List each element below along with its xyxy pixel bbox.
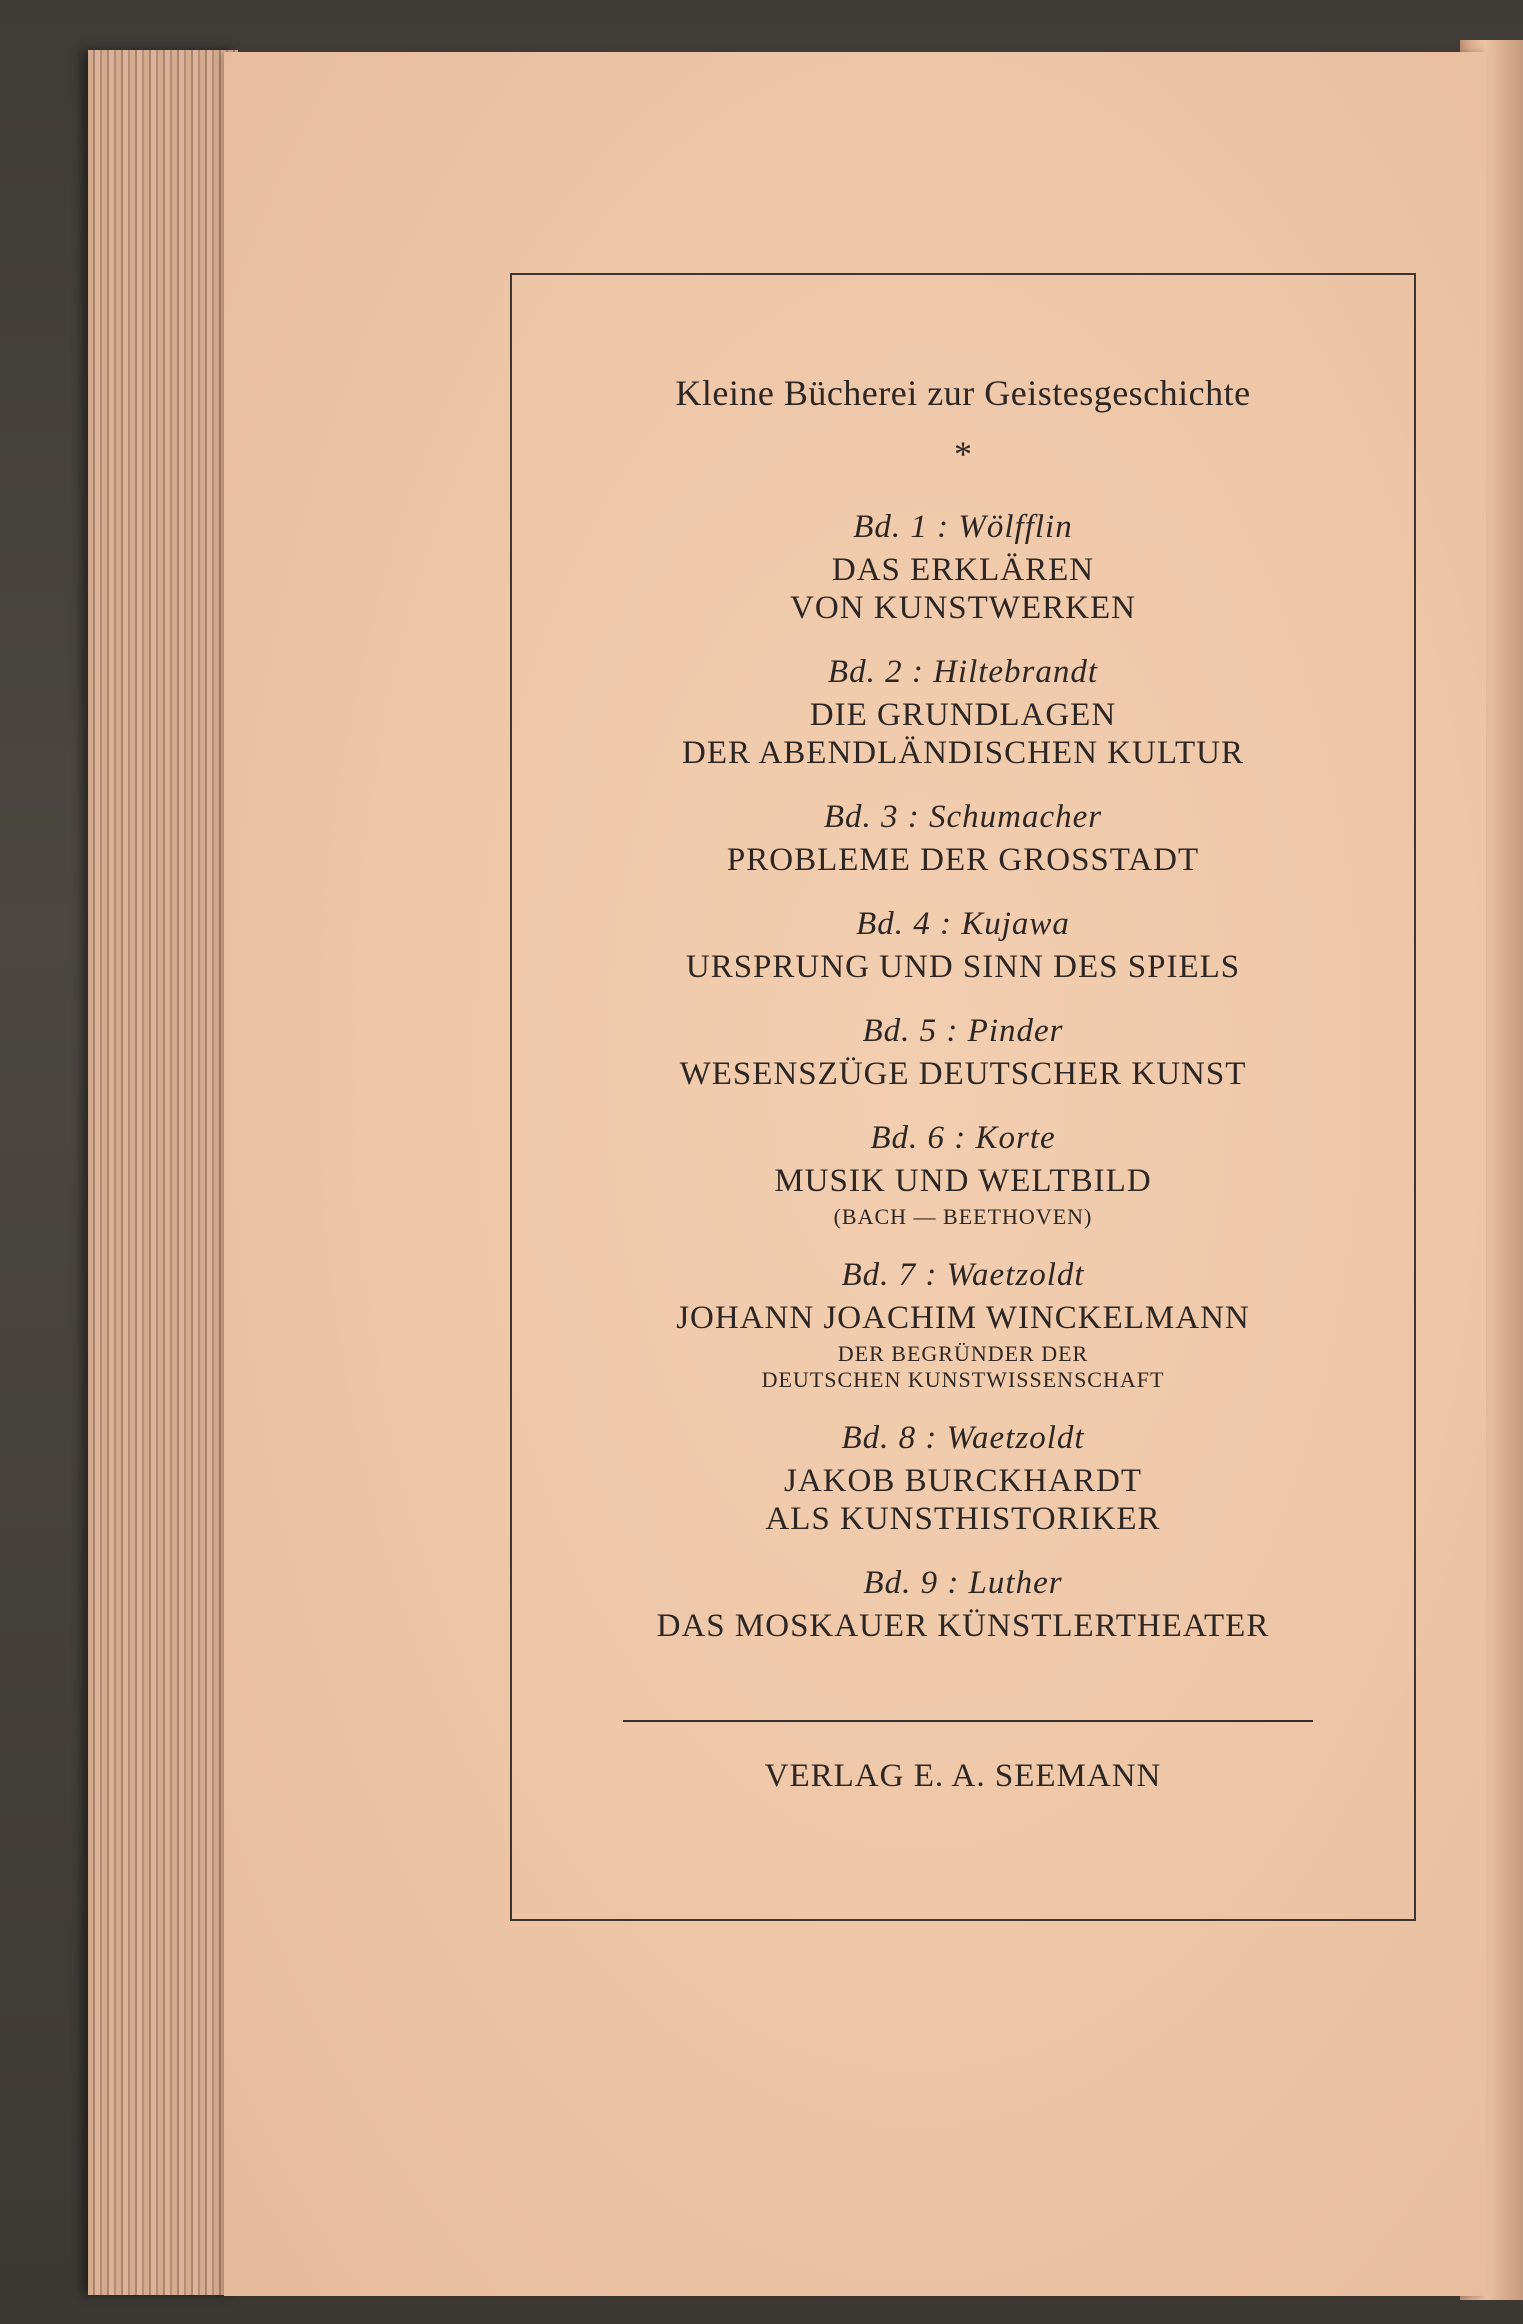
volume-entry: [512, 652, 1414, 772]
book-title-line: PROBLEME DER GROSSTADT: [726, 842, 1200, 878]
volume-entry: [512, 904, 1414, 986]
volume-entry: [512, 507, 1414, 627]
page-edges: [88, 50, 238, 2295]
book-title-line: VON KUNSTWERKEN: [790, 590, 1136, 626]
asterisk-ornament: *: [954, 434, 972, 474]
book-title-line: WESENSZÜGE DEUTSCHER KUNST: [679, 1056, 1247, 1092]
book-title-line: DIE GRUNDLAGEN: [809, 697, 1117, 733]
volume-label: Bd. 8 : Waetzoldt: [841, 1420, 1085, 1456]
volume-entry: [512, 1011, 1414, 1093]
book-title-line: DER ABENDLÄNDISCHEN KULTUR: [682, 735, 1244, 771]
book-subtitle-line: DER BEGRÜNDER DER: [837, 1341, 1089, 1366]
volume-list: [512, 507, 1414, 1670]
book-title-line: ALS KUNSTHISTORIKER: [765, 1501, 1161, 1537]
series-list-frame: [510, 273, 1416, 1921]
volume-label: Bd. 5 : Pinder: [862, 1013, 1064, 1049]
volume-label: Bd. 1 : Wölfflin: [853, 509, 1073, 545]
frame-content: [512, 275, 1414, 1919]
book-subtitle-line: (BACH — BEETHOVEN): [833, 1204, 1093, 1229]
volume-label: Bd. 2 : Hiltebrandt: [827, 654, 1099, 690]
book-title-line: DAS ERKLÄREN: [831, 552, 1095, 588]
publisher-name: VERLAG E. A. SEEMANN: [764, 1758, 1162, 1794]
book-title-line: URSPRUNG UND SINN DES SPIELS: [685, 949, 1241, 985]
book-subtitle: [512, 1341, 1414, 1393]
divider-rule: [623, 1720, 1313, 1722]
volume-entry: [512, 1418, 1414, 1538]
volume-label: Bd. 3 : Schumacher: [823, 799, 1103, 835]
volume-entry: [512, 1118, 1414, 1230]
book-title-line: JAKOB BURCKHARDT: [784, 1463, 1142, 1499]
book-title-line: MUSIK UND WELTBILD: [774, 1163, 1152, 1199]
volume-entry: [512, 1563, 1414, 1645]
volume-label: Bd. 7 : Waetzoldt: [841, 1257, 1085, 1293]
book-title-line: JOHANN JOACHIM WINCKELMANN: [676, 1300, 1250, 1336]
volume-entry: [512, 1255, 1414, 1393]
book-subtitle: [512, 1204, 1414, 1230]
volume-label: Bd. 4 : Kujawa: [856, 906, 1070, 942]
volume-label: Bd. 9 : Luther: [863, 1565, 1063, 1601]
volume-label: Bd. 6 : Korte: [870, 1120, 1056, 1156]
volume-entry: [512, 797, 1414, 879]
series-title: Kleine Bücherei zur Geistesgeschichte: [675, 373, 1251, 413]
book-subtitle-line: DEUTSCHEN KUNSTWISSENSCHAFT: [761, 1367, 1165, 1392]
book-title-line: DAS MOSKAUER KÜNSTLERTHEATER: [656, 1608, 1270, 1644]
